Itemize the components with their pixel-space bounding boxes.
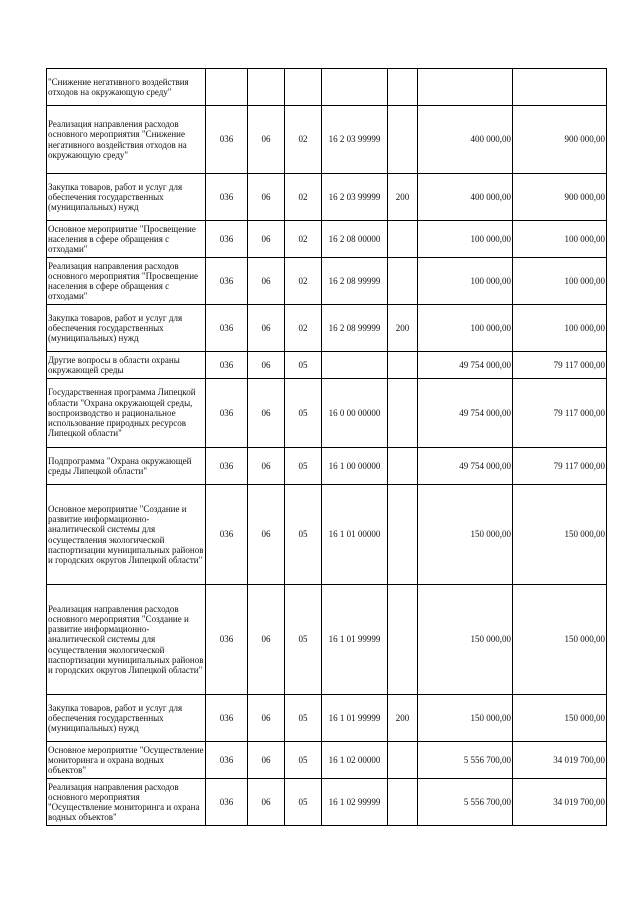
table-row xyxy=(47,106,607,174)
cell-amount-year-2: 100 000,00 xyxy=(513,258,607,305)
cell-amount-year-1: 400 000,00 xyxy=(418,174,513,221)
cell-razdel: 06 xyxy=(248,106,285,174)
cell-target-article: 16 1 00 00000 xyxy=(322,448,388,485)
cell-amount-year-1: 49 754 000,00 xyxy=(418,448,513,485)
cell-name: Другие вопросы в области охраны окружающей среды xyxy=(47,352,206,379)
cell-name: Основное мероприятие "Осуществление мониторинга и охрана водных объектов" xyxy=(47,742,206,779)
table-body xyxy=(47,69,607,826)
cell-target-article: 16 1 02 99999 xyxy=(322,779,388,826)
cell-name: "Снижение негативного воздействия отходов на окружающую среду" xyxy=(47,69,206,106)
table-row xyxy=(47,352,607,379)
cell-amount-year-2 xyxy=(513,69,607,106)
cell-amount-year-1: 100 000,00 xyxy=(418,258,513,305)
cell-expense-type: 200 xyxy=(388,695,418,742)
cell-podrazdel: 02 xyxy=(285,174,322,221)
cell-razdel: 06 xyxy=(248,485,285,585)
cell-amount-year-1: 5 556 700,00 xyxy=(418,742,513,779)
cell-name: Подпрограмма "Охрана окружающей среды Липецкой области" xyxy=(47,448,206,485)
cell-glava: 036 xyxy=(206,221,248,258)
table-row xyxy=(47,174,607,221)
cell-expense-type xyxy=(388,485,418,585)
cell-glava: 036 xyxy=(206,106,248,174)
table-row xyxy=(47,485,607,585)
cell-amount-year-1: 150 000,00 xyxy=(418,585,513,695)
cell-expense-type xyxy=(388,779,418,826)
cell-razdel: 06 xyxy=(248,174,285,221)
cell-amount-year-2: 34 019 700,00 xyxy=(513,742,607,779)
cell-razdel: 06 xyxy=(248,258,285,305)
cell-razdel: 06 xyxy=(248,742,285,779)
cell-amount-year-2: 79 117 000,00 xyxy=(513,448,607,485)
cell-name: Реализация направления расходов основного мероприятия "Создание и развитие информационно-аналитической системы для осуществления экологической паспортизации муниципальных районов и городских округов Липецкой области" xyxy=(47,585,206,695)
cell-expense-type: 200 xyxy=(388,174,418,221)
cell-amount-year-2: 150 000,00 xyxy=(513,485,607,585)
cell-glava: 036 xyxy=(206,258,248,305)
cell-target-article: 16 2 08 99999 xyxy=(322,305,388,352)
cell-razdel: 06 xyxy=(248,448,285,485)
cell-razdel xyxy=(248,69,285,106)
cell-glava: 036 xyxy=(206,352,248,379)
cell-glava: 036 xyxy=(206,779,248,826)
cell-expense-type xyxy=(388,352,418,379)
cell-target-article: 16 2 03 99999 xyxy=(322,174,388,221)
cell-target-article: 16 2 03 99999 xyxy=(322,106,388,174)
cell-expense-type xyxy=(388,379,418,448)
cell-name: Закупка товаров, работ и услуг для обеспечения государственных (муниципальных) нужд xyxy=(47,305,206,352)
cell-amount-year-1: 5 556 700,00 xyxy=(418,779,513,826)
budget-table xyxy=(46,68,607,826)
cell-podrazdel: 02 xyxy=(285,258,322,305)
cell-amount-year-2: 900 000,00 xyxy=(513,174,607,221)
cell-podrazdel: 02 xyxy=(285,221,322,258)
cell-target-article xyxy=(322,69,388,106)
table-row xyxy=(47,585,607,695)
table-row xyxy=(47,69,607,106)
cell-podrazdel: 05 xyxy=(285,485,322,585)
cell-expense-type xyxy=(388,106,418,174)
cell-podrazdel: 05 xyxy=(285,379,322,448)
cell-razdel: 06 xyxy=(248,379,285,448)
cell-glava: 036 xyxy=(206,485,248,585)
cell-name: Основное мероприятие "Просвещение населения в сфере обращения с отходами" xyxy=(47,221,206,258)
table-row xyxy=(47,695,607,742)
cell-razdel: 06 xyxy=(248,352,285,379)
cell-glava: 036 xyxy=(206,379,248,448)
cell-glava: 036 xyxy=(206,305,248,352)
cell-expense-type xyxy=(388,448,418,485)
cell-amount-year-2: 150 000,00 xyxy=(513,695,607,742)
cell-podrazdel: 05 xyxy=(285,695,322,742)
cell-amount-year-1: 100 000,00 xyxy=(418,221,513,258)
cell-expense-type xyxy=(388,69,418,106)
cell-amount-year-1: 150 000,00 xyxy=(418,485,513,585)
cell-podrazdel: 05 xyxy=(285,742,322,779)
cell-expense-type xyxy=(388,585,418,695)
cell-glava: 036 xyxy=(206,448,248,485)
cell-amount-year-1: 49 754 000,00 xyxy=(418,379,513,448)
cell-amount-year-1 xyxy=(418,69,513,106)
table-row xyxy=(47,305,607,352)
cell-amount-year-1: 100 000,00 xyxy=(418,305,513,352)
cell-glava: 036 xyxy=(206,174,248,221)
cell-podrazdel xyxy=(285,69,322,106)
cell-name: Реализация направления расходов основного мероприятия "Просвещение населения в сфере обращения с отходами" xyxy=(47,258,206,305)
table-row xyxy=(47,221,607,258)
cell-podrazdel: 05 xyxy=(285,448,322,485)
cell-target-article: 16 1 01 00000 xyxy=(322,485,388,585)
cell-name: Реализация направления расходов основного мероприятия "Снижение негативного воздействия отходов на окружающую среду" xyxy=(47,106,206,174)
cell-amount-year-2: 150 000,00 xyxy=(513,585,607,695)
table-row xyxy=(47,258,607,305)
cell-target-article: 16 0 00 00000 xyxy=(322,379,388,448)
cell-glava xyxy=(206,69,248,106)
cell-target-article: 16 1 01 99999 xyxy=(322,585,388,695)
table-row xyxy=(47,779,607,826)
cell-name: Основное мероприятие "Создание и развитие информационно-аналитической системы для осуществления экологической паспортизации муниципальных районов и городских округов Липецкой области" xyxy=(47,485,206,585)
cell-target-article xyxy=(322,352,388,379)
cell-razdel: 06 xyxy=(248,305,285,352)
cell-podrazdel: 05 xyxy=(285,779,322,826)
cell-expense-type: 200 xyxy=(388,305,418,352)
cell-podrazdel: 02 xyxy=(285,106,322,174)
cell-target-article: 16 1 01 99999 xyxy=(322,695,388,742)
table-row xyxy=(47,379,607,448)
cell-podrazdel: 05 xyxy=(285,352,322,379)
cell-razdel: 06 xyxy=(248,695,285,742)
cell-amount-year-2: 79 117 000,00 xyxy=(513,352,607,379)
cell-amount-year-1: 150 000,00 xyxy=(418,695,513,742)
table-row xyxy=(47,448,607,485)
cell-amount-year-1: 49 754 000,00 xyxy=(418,352,513,379)
cell-podrazdel: 05 xyxy=(285,585,322,695)
cell-amount-year-2: 100 000,00 xyxy=(513,305,607,352)
cell-expense-type xyxy=(388,258,418,305)
cell-razdel: 06 xyxy=(248,221,285,258)
cell-name: Закупка товаров, работ и услуг для обеспечения государственных (муниципальных) нужд xyxy=(47,174,206,221)
cell-name: Государственная программа Липецкой области "Охрана окружающей среды, воспроизводство и рациональное использование природных ресурсов Липецкой области" xyxy=(47,379,206,448)
cell-glava: 036 xyxy=(206,742,248,779)
cell-name: Реализация направления расходов основного мероприятия "Осуществление мониторинга и охрана водных объектов" xyxy=(47,779,206,826)
cell-target-article: 16 2 08 00000 xyxy=(322,221,388,258)
cell-amount-year-2: 34 019 700,00 xyxy=(513,779,607,826)
cell-razdel: 06 xyxy=(248,779,285,826)
cell-target-article: 16 2 08 99999 xyxy=(322,258,388,305)
cell-podrazdel: 02 xyxy=(285,305,322,352)
cell-glava: 036 xyxy=(206,585,248,695)
cell-amount-year-2: 79 117 000,00 xyxy=(513,379,607,448)
cell-glava: 036 xyxy=(206,695,248,742)
table-row xyxy=(47,742,607,779)
cell-expense-type xyxy=(388,742,418,779)
cell-target-article: 16 1 02 00000 xyxy=(322,742,388,779)
cell-razdel: 06 xyxy=(248,585,285,695)
cell-amount-year-1: 400 000,00 xyxy=(418,106,513,174)
cell-expense-type xyxy=(388,221,418,258)
cell-amount-year-2: 100 000,00 xyxy=(513,221,607,258)
cell-amount-year-2: 900 000,00 xyxy=(513,106,607,174)
cell-name: Закупка товаров, работ и услуг для обеспечения государственных (муниципальных) нужд xyxy=(47,695,206,742)
